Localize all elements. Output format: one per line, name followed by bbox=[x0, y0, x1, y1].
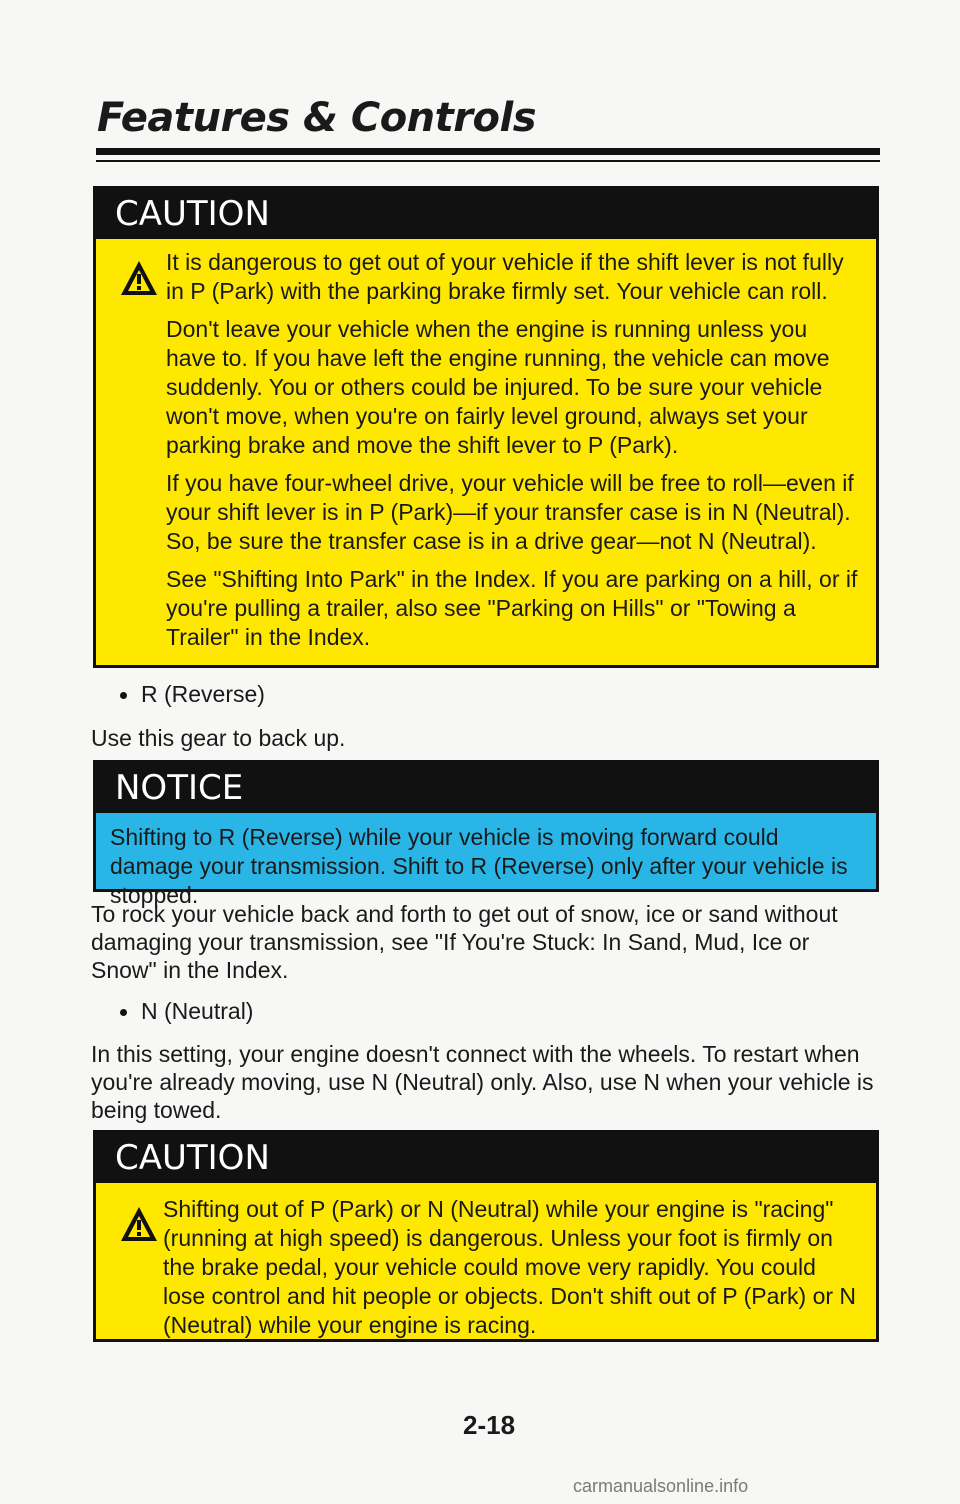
title-rule bbox=[96, 148, 880, 155]
neutral-label: N (Neutral) bbox=[141, 998, 254, 1024]
reverse-bullet bbox=[120, 680, 265, 709]
notice-text: Shifting to R (Reverse) while your vehicle is moving forward could damage your transmission. Shift to R (Reverse) only after your vehicle is stopped. bbox=[110, 824, 848, 908]
caution-box-park bbox=[93, 186, 879, 668]
warning-triangle-icon bbox=[119, 1205, 159, 1243]
reverse-label: R (Reverse) bbox=[141, 681, 265, 707]
rock-text: To rock your vehicle back and forth to get out of snow, ice or sand without damaging your transmission, see "If You're Stuck: In Sand, Mud, Ice or Snow" in the Index. bbox=[91, 901, 838, 983]
notice-box bbox=[93, 760, 879, 908]
notice-header: NOTICE bbox=[96, 763, 876, 813]
warning-triangle-icon bbox=[119, 259, 159, 297]
neutral-text: In this setting, your engine doesn't connect with the wheels. To restart when you're already moving, use N (Neutral) only. Also, use N when your vehicle is being towed. bbox=[91, 1041, 874, 1123]
page-number: 2-18 bbox=[463, 1410, 516, 1440]
title-rule-thin bbox=[96, 160, 880, 162]
caution-header: CAUTION bbox=[96, 189, 876, 239]
watermark: carmanualsonline.info bbox=[573, 1476, 749, 1496]
caution-paragraph: Don't leave your vehicle when the engine is running unless you have to. If you have left the engine running, the vehicle can move suddenly. You or others could be injured. To be sure your vehicle won't move, when you're on fairly level ground, always set your parking brake and move the shift lever to P (Park). bbox=[166, 316, 830, 458]
caution-paragraph: Shifting out of P (Park) or N (Neutral) while your engine is "racing" (running at high speed) is dangerous. Unless your foot is firmly on the brake pedal, your vehicle could move very rapidly. You could lose control and hit people or objects. Don't shift out of P (Park) or N (Neutral) while your engine is racing. bbox=[163, 1196, 857, 1338]
reverse-text: Use this gear to back up. bbox=[91, 725, 346, 751]
caution-paragraph: See "Shifting Into Park" in the Index. If you are parking on a hill, or if you're pulling a trailer, also see "Parking on Hills" or "Towing a Trailer" in the Index. bbox=[166, 566, 858, 650]
page-title: Features & Controls bbox=[97, 95, 536, 141]
bullet-icon bbox=[120, 1009, 127, 1016]
caution-header: CAUTION bbox=[96, 1133, 876, 1183]
caution-box-racing bbox=[93, 1130, 879, 1342]
caution-body bbox=[96, 1183, 876, 1340]
caution-body bbox=[96, 239, 876, 652]
caution-paragraph: It is dangerous to get out of your vehicle if the shift lever is not fully in P (Park) with the parking brake firmly set. Your vehicle can roll. bbox=[166, 249, 844, 304]
caution-paragraph: If you have four-wheel drive, your vehicle will be free to roll—even if your shift lever is in P (Park)—if your transfer case is in N (Neutral). So, be sure the transfer case is in a drive gear—not N (Neutral). bbox=[166, 470, 854, 554]
bullet-icon bbox=[120, 692, 127, 699]
neutral-bullet bbox=[120, 997, 253, 1026]
notice-body bbox=[96, 813, 876, 910]
